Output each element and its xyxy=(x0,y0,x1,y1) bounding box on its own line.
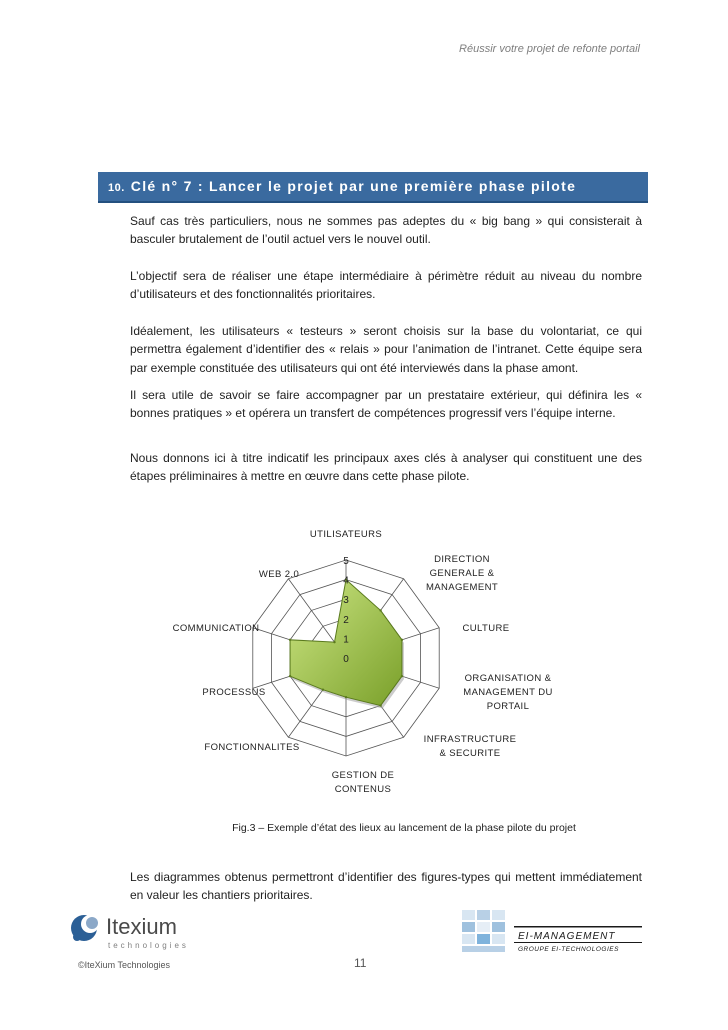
category-label-1-line-2: MANAGEMENT xyxy=(425,582,499,593)
category-label-1-line-0: DIRECTION xyxy=(434,554,490,565)
tick-label-4: 4 xyxy=(343,575,349,587)
category-label-4-line-1: & SECURITE xyxy=(439,748,501,759)
category-label-5-line-0: GESTION DE xyxy=(331,770,395,781)
paragraph-2: L’objectif sera de réaliser une étape intermédiaire à périmètre réduit au niveau du nombre d’utilisateurs et des fonctionnalités prioritaires. xyxy=(130,269,642,302)
section-heading xyxy=(108,178,576,194)
data-point-6 xyxy=(322,689,324,691)
data-point-1 xyxy=(379,609,381,611)
ei-management-logo xyxy=(462,908,647,954)
tick-label-3: 3 xyxy=(343,595,349,607)
radar-chart xyxy=(0,520,728,810)
category-label-3-line-0: ORGANISATION & xyxy=(464,673,552,684)
section-heading-bar xyxy=(98,172,648,203)
figure-caption: Fig.3 – Exemple d’état des lieux au lancement de la phase pilote du projet xyxy=(232,822,576,834)
category-label-1-line-1: GENERALE & xyxy=(429,568,495,579)
data-point-4 xyxy=(379,704,381,706)
data-point-8 xyxy=(289,639,291,641)
category-label-3-line-1: MANAGEMENT DU xyxy=(463,687,553,698)
itexium-logo-text: Itexium xyxy=(106,914,177,939)
itexium-logo xyxy=(68,910,198,952)
closing-paragraph: Les diagrammes obtenus permettront d’identifier des figures-types qui mettent immédiatement en valeur les chantiers prioritaires. xyxy=(130,870,642,903)
tick-label-1: 1 xyxy=(343,634,349,646)
section-number: 10. xyxy=(108,182,125,194)
tick-label-5: 5 xyxy=(343,556,349,567)
footer-copyright: ©IteXium Technologies xyxy=(78,960,171,970)
paragraph-4: Il sera utile de savoir se faire accompagner par un prestataire extérieur, qui définira les « bonnes pratiques » et opérera un transfert de compétences progressif vers l’équipe interne. xyxy=(130,388,642,421)
data-point-7 xyxy=(289,675,291,677)
category-label-9-line-0: WEB 2.0 xyxy=(258,569,300,580)
paragraph-1: Sauf cas très particuliers, nous ne sommes pas adeptes du « big bang » qui consisterait à basculer brutalement de l’outil actuel vers le nouvel outil. xyxy=(130,214,642,247)
category-label-4-line-0: INFRASTRUCTURE xyxy=(423,734,517,745)
category-label-8-line-0: COMMUNICATION xyxy=(172,623,260,634)
category-label-2-line-0: CULTURE xyxy=(462,623,510,634)
data-point-9 xyxy=(333,641,335,643)
paragraph-5: Nous donnons ici à titre indicatif les principaux axes clés à analyser qui constituent une des étapes préliminaires à mettre en œuvre dans cette phase pilote. xyxy=(130,451,642,484)
category-label-5-line-1: CONTENUS xyxy=(334,784,392,795)
running-header: Réussir votre projet de refonte portail xyxy=(459,43,640,55)
ei-logo-subtitle: GROUPE EI-TECHNOLOGIES xyxy=(518,946,619,953)
page-number: 11 xyxy=(354,956,367,970)
tick-label-2: 2 xyxy=(343,614,349,626)
data-point-5 xyxy=(345,696,347,698)
section-title: Clé n° 7 : Lancer le projet par une première phase pilote xyxy=(130,178,577,194)
paragraph-3: Idéalement, les utilisateurs « testeurs » seront choisis sur la base du volontariat, ce qui permettra également d’identifier des « relais » pour l’animation de l’intranet. Cette équipe sera par exemple constituée des utilisateurs qui ont été interviewés dans la phase amont. xyxy=(130,324,642,375)
category-label-7-line-0: PROCESSUS xyxy=(202,687,266,698)
ei-logo-text: EI-MANAGEMENT xyxy=(518,931,616,942)
category-label-6-line-0: FONCTIONNALITES xyxy=(204,742,300,753)
category-label-3-line-2: PORTAIL xyxy=(486,701,530,712)
itexium-logo-subtitle: technologies xyxy=(108,941,189,950)
data-point-2 xyxy=(401,639,403,641)
category-label-0-line-0: UTILISATEURS xyxy=(309,529,383,540)
data-point-3 xyxy=(401,675,403,677)
tick-label-0: 0 xyxy=(343,654,349,665)
